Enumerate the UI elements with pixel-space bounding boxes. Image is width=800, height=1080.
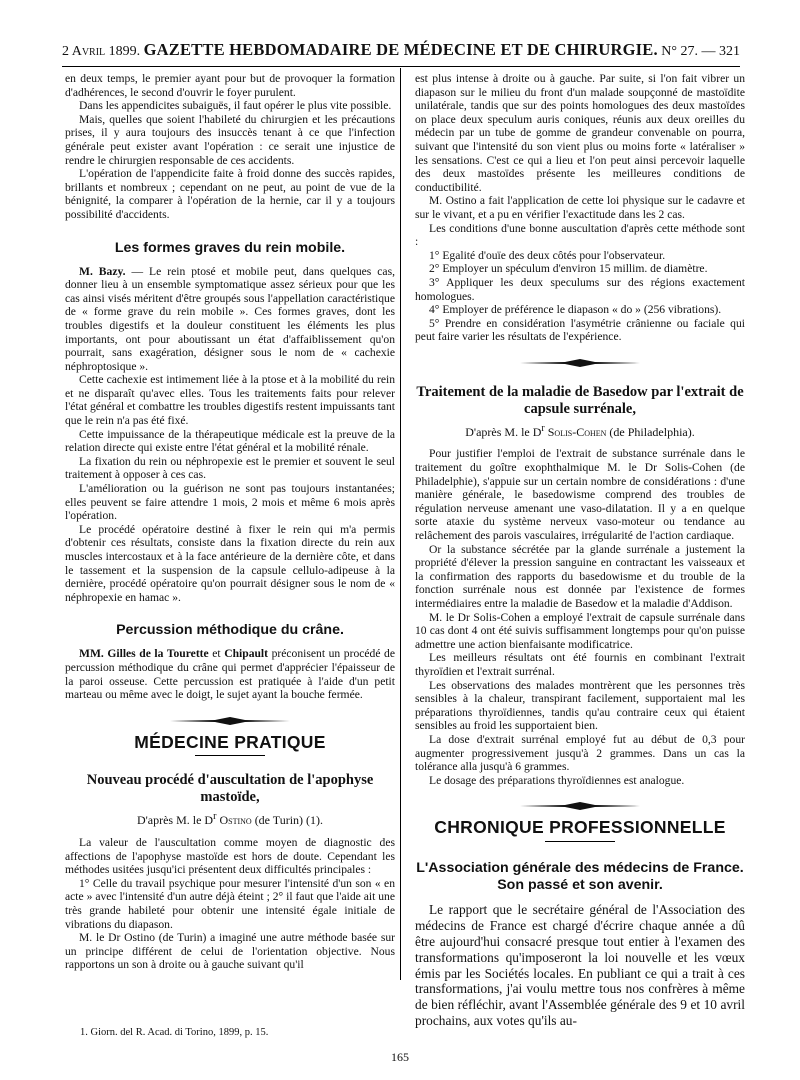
paragraph: Cette cachexie est intimement liée à la ptose et à la mobilité du rein et ne disparaît qu'avec elles. Tous les traitements faits pour relever l'état général et combattre les troubles digestifs restent impuissants tant que le rein n'a pas été fixé. [65, 373, 395, 428]
paragraph-text: préconisent un procédé de percussion méthodique du crâne qui permet d'apprécier l'épaisseur de la paroi osseuse. Cette percussion est pratiquée à l'aide d'un petit marteau ou même avec le doigt, le sujet ayant la bouche fermée. [65, 647, 395, 702]
column-divider [400, 68, 401, 980]
paragraph: Les observations des malades montrèrent que les personnes très sensibles à la chaleur, transpirant facilement, supportaient mal les préparations thyroïdiennes, tandis qu'au contraire ceux qui étaient sensibles au froid les supportaient bien. [415, 678, 745, 733]
paragraph: Les conditions d'une bonne auscultation d'après cette méthode sont : [415, 221, 745, 249]
byline-name: Ostino [219, 813, 252, 828]
paragraph: Cette impuissance de la thérapeutique médicale est la preuve de la relation directe qui existe entre l'état général et la mobilité rénale. [65, 427, 395, 455]
list-item: 2° Employer un spéculum d'environ 15 millim. de diamètre. [429, 262, 708, 276]
paragraph: M. le Dr Solis-Cohen a employé l'extrait de capsule surrénale dans 10 cas dont 4 ont été suivis suffisamment longtemps pour qu'on puisse admettre une action bienfaisante modificatrice. [415, 610, 745, 651]
right-column [415, 72, 745, 1029]
rubric-rule [195, 755, 265, 756]
list-item: 3° Appliquer les deux speculums sur des régions exactement homologues. [415, 275, 745, 303]
running-header [62, 40, 740, 64]
left-column [65, 72, 395, 972]
header-rule [62, 66, 740, 67]
byline-suffix: (de Philadelphia). [606, 424, 695, 439]
paragraph: Le rapport que le secrétaire général de l'Association des médecins de France est chargé d'écrire chaque année a dû être aujourd'hui consacré presque tout entier à l'examen des transformations qu'imposeront la loi nouvelle et les vœux émis par les Sociétés locales. En publiant ce qui a trait à ces transformations, j'ai voulu mettre tous nos confrères à même de bien réfléchir, avant l'Assemblée générale des 9 et 10 avril prochains, aux votes qu'ils au- [415, 901, 745, 1029]
paragraph: Le dosage des préparations thyroïdiennes est analogue. [429, 773, 685, 787]
rubric-medecine-pratique: MÉDECINE PRATIQUE [134, 731, 326, 752]
list-item: 5° Prendre en considération l'asymétrie crânienne ou faciale qui peut faire varier les résultats de l'expérience. [415, 316, 745, 344]
paragraph: Les meilleurs résultats ont été fournis en combinant l'extrait thyroïdien et l'extrait surrénal. [415, 651, 745, 678]
list-item: 1° Egalité d'ouïe des deux côtés pour l'observateur. [429, 248, 666, 262]
conjunction: et [208, 647, 225, 661]
author-names: MM. Gilles de la Tourette [79, 647, 209, 661]
paragraph: L'opération de l'appendicite faite à froid donne des succès rapides, brillants et nombreux ; cependant on ne peut, au point de vue de la bénignité, la comparer à l'opération de la hernie, car il y a toujours possibilité d'accidents. [65, 167, 395, 221]
paragraph: Mais, quelles que soient l'habileté du chirurgien et les précautions prises, il y aura toujours des insuccès tenant à ce que l'infection générale peut exister avant l'opération : ce serait une injustice de rendre le chirurgien responsable de ces accidents. [65, 112, 395, 167]
byline-sup: r [213, 811, 217, 823]
article-heading-mastoide: Nouveau procédé d'auscultation de l'apophyse mastoïde, [86, 772, 374, 806]
issue-page-number: N° 27. — 321 [661, 44, 740, 59]
byline-solis-cohen [415, 422, 745, 440]
paragraph: La valeur de l'auscultation comme moyen de diagnostic des affections de l'apophyse mastoïde est hors de doute. Cependant les méthodes usitées jusqu'ici présentent deux difficultés principales : [65, 835, 395, 877]
ornament-divider-icon [520, 358, 640, 368]
ornament-divider-icon [520, 801, 640, 811]
paragraph: en deux temps, le premier ayant pour but de provoquer la formation d'adhérences, le second d'ouvrir le foyer purulent. [65, 72, 395, 99]
paragraph: La dose d'extrait surrénal employé fut au début de 0,3 pour augmenter progressivement jusqu'à 2 grammes. Dans un cas la tolérance alla jusqu'à 6 grammes. [415, 732, 745, 774]
section-heading-rein: Les formes graves du rein mobile. [114, 239, 346, 256]
paragraph: M. le Dr Ostino (de Turin) a imaginé une autre méthode basée sur un principe différent de celui de l'orientation objective. Nous rapportons un son à droite ou à gauche suivant qu'il [65, 931, 395, 972]
paragraph-text: — Le rein ptosé et mobile peut, dans quelques cas, donner lieu à un ensemble symptomatique assez sérieux pour que les cas ainsi visés méritent d'être groupés sous l'appellation caractéristique de « forme grave du rein mobile ». Ces formes graves, dont les troubles digestifs et la douleur constituent les éléments les plus importants, ont pour aboutissant un état d'affaiblissement qu'on pourrait, sans exagération, désigner sous le nom de « cachexie néphroptosique ». [65, 264, 395, 373]
paragraph: La fixation du rein ou néphropexie est le premier et souvent le seul traitement à opposer à ces cas. [65, 454, 395, 482]
byline-name: Solis-Cohen [547, 424, 607, 439]
byline-sup: r [541, 422, 545, 434]
byline-prefix: D'après M. le D [465, 424, 542, 439]
paragraph: 1° Celle du travail psychique pour mesurer l'intensité d'un son « en acte » avec l'intensité d'un autre déjà éteint ; 2° il faut que l'aide ait une très grande habileté pour obtenir une intensité égale initiale de vibrations du diapason. [65, 876, 395, 931]
author-bazy: M. Bazy. [79, 264, 126, 278]
article-heading-association: L'Association générale des médecins de France. Son passé et son avenir. [416, 859, 744, 893]
folio-number: 165 [391, 1050, 409, 1064]
paragraph: Le procédé opératoire destiné à fixer le rein qui m'a permis d'obtenir ces résultats, consiste dans la fixation directe du rein aux muscles intercostaux et à la face antérieure de la dernière côte, et dans le tassement et la suspension de la capsule cellulo-adipeuse à la dernière, procédé opératoire qu'on pourrait désigner sous le nom de « néphropexie en hamac ». [65, 522, 395, 604]
paragraph: Or la substance sécrétée par la glande surrénale a justement la propriété d'élever la pression sanguine en contractant les vaisseaux et la confirmation des rapports du basedowisme et du trouble de la fonction surrénale nous est donnée par l'existence de formes intermédiaires entre la maladie de Basedow et la maladie d'Addison. [415, 542, 745, 610]
journal-title: GAZETTE HEBDOMADAIRE DE MÉDECINE ET DE CHIRURGIE. [143, 40, 658, 59]
footnote: 1. Giorn. del R. Acad. di Torino, 1899, p. 15. [80, 1027, 269, 1038]
article-heading-basedow: Traitement de la maladie de Basedow par l'extrait de capsule surrénale, [416, 383, 744, 417]
rubric-rule [545, 841, 615, 842]
list-item: 4° Employer de préférence le diapason « do » (256 vibrations). [429, 303, 722, 317]
paragraph: M. Ostino a fait l'application de cette loi physique sur le cadavre et sur le vivant, et a pu en vérifier l'exactitude dans les 2 cas. [415, 194, 745, 221]
paragraph: est plus intense à droite ou à gauche. Par suite, si l'on fait vibrer un diapason sur le milieu du front d'un malade soupçonné de mastoïdite unilatérale, tandis que sur des points homologues des deux mastoïdes on place deux speculum auris coniques, réunis aux deux oreilles du médecin par un tube de gomme de grandeur convenable on pourra, suivant que l'intensité du son vient plus ou moins forte « latéraliser » les sensations. C'est ce qui a lieu et l'on peut ainsi percevoir laquelle des deux mastoïdes présente les meilleures conditions de conductibilité. [415, 72, 745, 194]
paragraph [65, 265, 395, 374]
author-chipault: Chipault [224, 647, 269, 661]
rubric-chronique-professionnelle: CHRONIQUE PROFESSIONNELLE [434, 817, 726, 838]
byline-prefix: D'après M. le D [136, 813, 214, 828]
ornament-divider-icon [170, 716, 290, 726]
header-date: 2 Avril 1899. [62, 44, 141, 59]
section-heading-crane: Percussion méthodique du crâne. [116, 622, 344, 639]
byline-suffix: (de Turin) (1). [251, 813, 324, 828]
paragraph: Pour justifier l'emploi de l'extrait de substance surrénale dans le traitement du goître exophthalmique M. le Dr Solis-Cohen (de Philadelphie), s'appuie sur un certain nombre de considérations : d'une manière générale, le basedowisme comprend des troubles de régulation nerveuse amenant une vaso-dilatation. Il y a en quelque sorte ataxie du système nerveux vaso-moteur ou tendance au relâchement des parois vasculaires, irrégularité de l'action cardiaque. [415, 447, 745, 543]
byline-ostino [65, 810, 395, 828]
paragraph [65, 647, 395, 701]
paragraph: Dans les appendicites subaiguës, il faut opérer le plus vite possible. [79, 99, 392, 113]
paragraph: L'amélioration ou la guérison ne sont pas toujours instantanées; elles peuvent se faire attendre 1 mois, 2 mois et même 6 mois après l'opération. [65, 482, 395, 523]
